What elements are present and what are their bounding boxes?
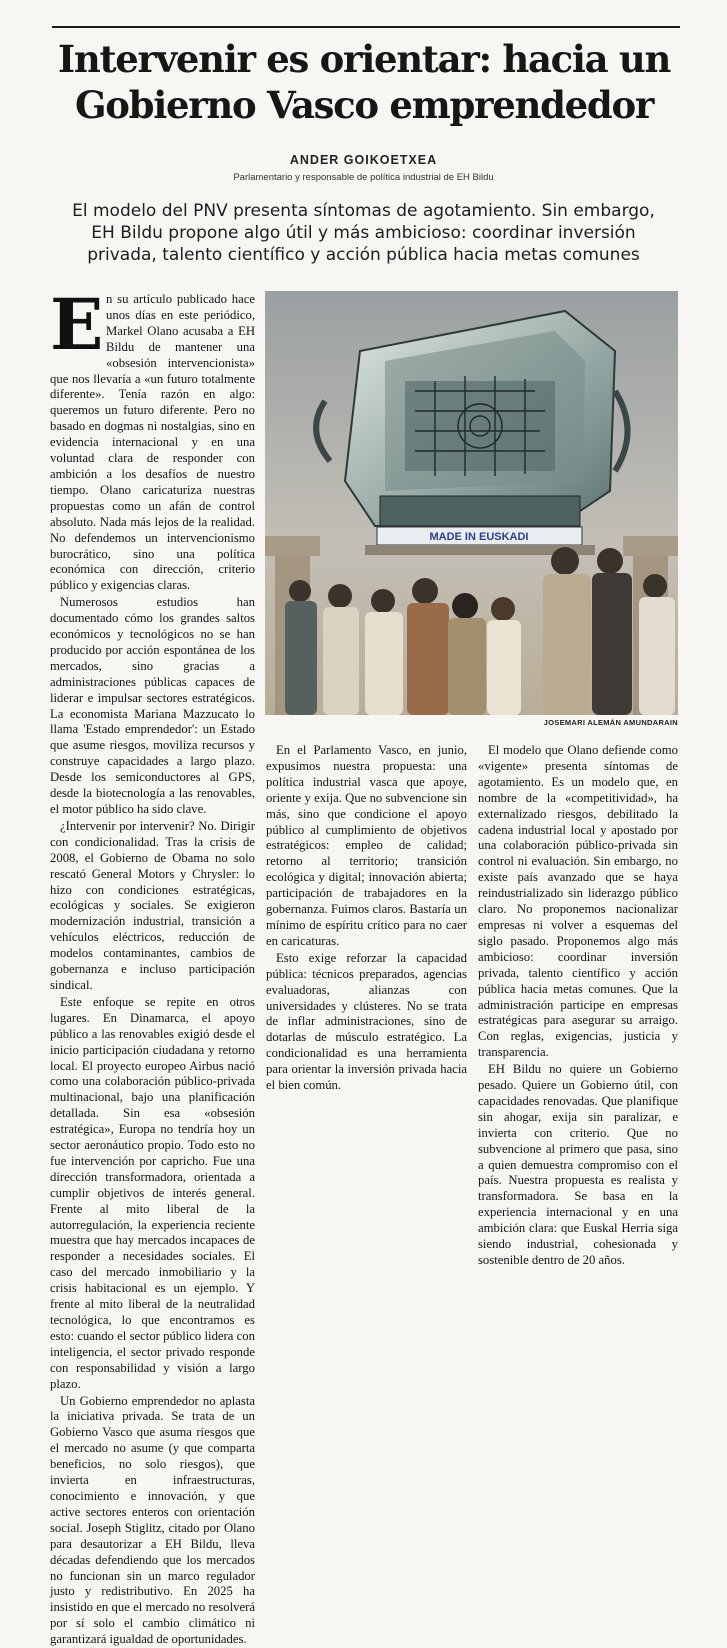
author-name: ANDER GOIKOETXEA [289, 153, 438, 167]
drop-cap: E [50, 283, 104, 366]
paragraph-3: ¿Intervenir por intervenir? No. Dirigir con condicionalidad. Tras la crisis de 2008, el Gobierno de Obama no solo rescató General Motors y Chrysler: lo hizo con condiciones estratégicas, ecológicas y sociales. Se exigieron modernización industrial, transición a vehículos eléctricos, reducción de modelos contaminantes, cambios de gobernanza e incluso participación sindical. [50, 818, 255, 992]
article-column-1 [50, 283, 255, 1647]
illustration-credit: JOSEMARI ALEMÁN AMUNDARAIN [543, 718, 678, 727]
paragraph-7: Esto exige reforzar la capacidad pública: técnicos preparados, agencias evaluadoras, alianzas con universidades y clústeres. No se trata de inflar administraciones, sino de dotarlas de músculo estratégico. La condicionalidad es una herramienta para orientar la inversión privada hacia el bien común. [266, 950, 467, 1093]
headline-line-2: Gobierno Vasco emprendedor [74, 83, 654, 127]
lead-line-3: privada, talento científico y acción pública hacia metas comunes [87, 245, 640, 265]
headline-line-1: Intervenir es orientar: hacia un [57, 37, 671, 81]
right-column-capital [623, 536, 678, 556]
lead-line-2: EH Bildu propone algo útil y más ambicioso: coordinar inversión [91, 223, 636, 243]
paragraph-2: Numerosos estudios han documentado cómo los grandes saltos económicos y tecnológicos no se han producido por acción espontánea de los mercados, sino gracias a administraciones públicas capaces de liderar e impulsar sectores estratégicos. La economista Mariana Mazzucato lo llama 'Estado emprendedor': un Estado que asume riesgos, moviliza recursos y construye capacidades a largo plazo. Desde los semiconductores al GPS, desde la biotecnología a las renovables, el motor público ha sido clave. [50, 595, 255, 816]
left-column-capital [265, 536, 320, 556]
illustration [265, 291, 678, 715]
paragraph-8: El modelo que Olano defiende como «vigente» presenta síntomas de agotamiento. Es un modelo que, en nombre de la «competitividad», ha externalizado riesgos, debilitado la cadena industrial local y apostado por una colaboración público-privada sin control ni evaluación. Sin embargo, no existe país avanzado que se haya reindustrializado sin liderazgo público claro. No proponemos nacionalizar empresas ni volver a esquemas del siglo pasado. Proponemos algo más ambicioso: coordinar inversión privada, talento científico y acción pública hacia metas comunes. Que la administración participe en empresas estratégicas para asegurar su arraigo. Con reglas, exigencias, justicia y transparencia. [478, 743, 678, 1060]
article-column-2 [266, 743, 467, 1197]
paragraph-5: Un Gobierno emprendedor no aplasta la iniciativa privada. Se trata de un Gobierno Vasco que asuma riesgos que el mercado no asume (y que comparta beneficios, no solo riesgos), que invierta en infraestructuras, conocimiento e innovación, y que active sectores enteros con orientación social. Joseph Stiglitz, citado por Olano para desautorizar a EH Bildu, lleva décadas defendiendo que los mercados no funcionan sin un marco regulador justo y redistributivo. En 2025 ha insistido en que el mercado no resolverá por sí solo el cambio climático ni garantizará igualdad de oportunidades. [50, 1393, 255, 1647]
banner-text: MADE IN EUSKADI [429, 531, 529, 543]
paragraph-1-text: n su artículo publicado hace unos días en este periódico, Markel Olano acusaba a EH Bildu de mantener una «obsesión intervencionista» que nos llevaría a «un futuro totalmente diferente». Tenía razón en algo: queremos un futuro diferente. Pero no basado en dogmas ni nostalgias, sino en evidencia internacional y en una voluntad clara de responder con ambición a los desafíos de nuestro tiempo. Olano caricaturiza nuestras propuestas como un afán de control absoluto. Nada más lejos de la realidad. No defendemos un intervencionismo burocrático, sino una política económica con dirección, criterio público y exigencias claras. [50, 292, 255, 593]
lead-line-1: El modelo del PNV presenta síntomas de agotamiento. Sin embargo, [72, 201, 655, 221]
paragraph-4: Este enfoque se repite en otros lugares. En Dinamarca, el apoyo público a las renovables exigió desde el inicio participación ciudadana y retorno local. El proyecto europeo Airbus nació como una colaboración público-privada multinacional, bajo una planificación detallada. Sin esa «obsesión estratégica», Europa no tendría hoy un sector aeronáutico propio. Todo esto no fue intervención por capricho. Fue una dirección transformadora, orientada a cumplir objetivos de interés general. Frente al mito liberal de la autorregulación, la experiencia reciente muestra que hay mercados incapaces de responder a necesidades sociales. El caso del mercado inmobiliario y la crisis habitacional es un ejemplo. Y frente al mito liberal de la neutralidad tecnológica, lo que encontramos es esto: cuando el sector público lidera con inteligencia, el sector privado responde con responsabilidad y visión a largo plazo. [50, 994, 255, 1391]
paragraph-6: En el Parlamento Vasco, en junio, expusimos nuestra propuesta: una política industrial vasca que apoye, oriente y exija. Que no subvencione sin más, sino que condicione el apoyo público al cumplimiento de objetivos estratégicos: empleo de calidad; retorno al territorio; transición ecológica y digital; innovación abierta; participación de trabajadores en la gobernanza. Fuimos claros. Bastaría un mínimo de espíritu crítico para no caer en caricaturas. [266, 743, 467, 948]
illustration-artwork [265, 291, 678, 715]
paragraph-9: EH Bildu no quiere un Gobierno pesado. Quiere un Gobierno útil, con capacidades renovadas. Que planifique sin ahogar, exija sin paralizar, e invierta con criterio. Que no subvencione al primero que pasa, sino a quien demuestra compromiso con el país. Nuestra propuesta es realista y transformadora. Se basa en la experiencia internacional y en una ambición clara: que Euskal Herria siga siendo industrial, cohesionada y sostenible dentro de 20 años. [478, 1062, 678, 1267]
lead-paragraph [60, 200, 667, 266]
headline [40, 36, 688, 128]
author-role: Parlamentario y responsable de política industrial de EH Bildu [233, 172, 494, 183]
top-rule [52, 26, 680, 28]
paragraph-1 [50, 283, 255, 594]
article-column-3 [478, 743, 678, 1267]
